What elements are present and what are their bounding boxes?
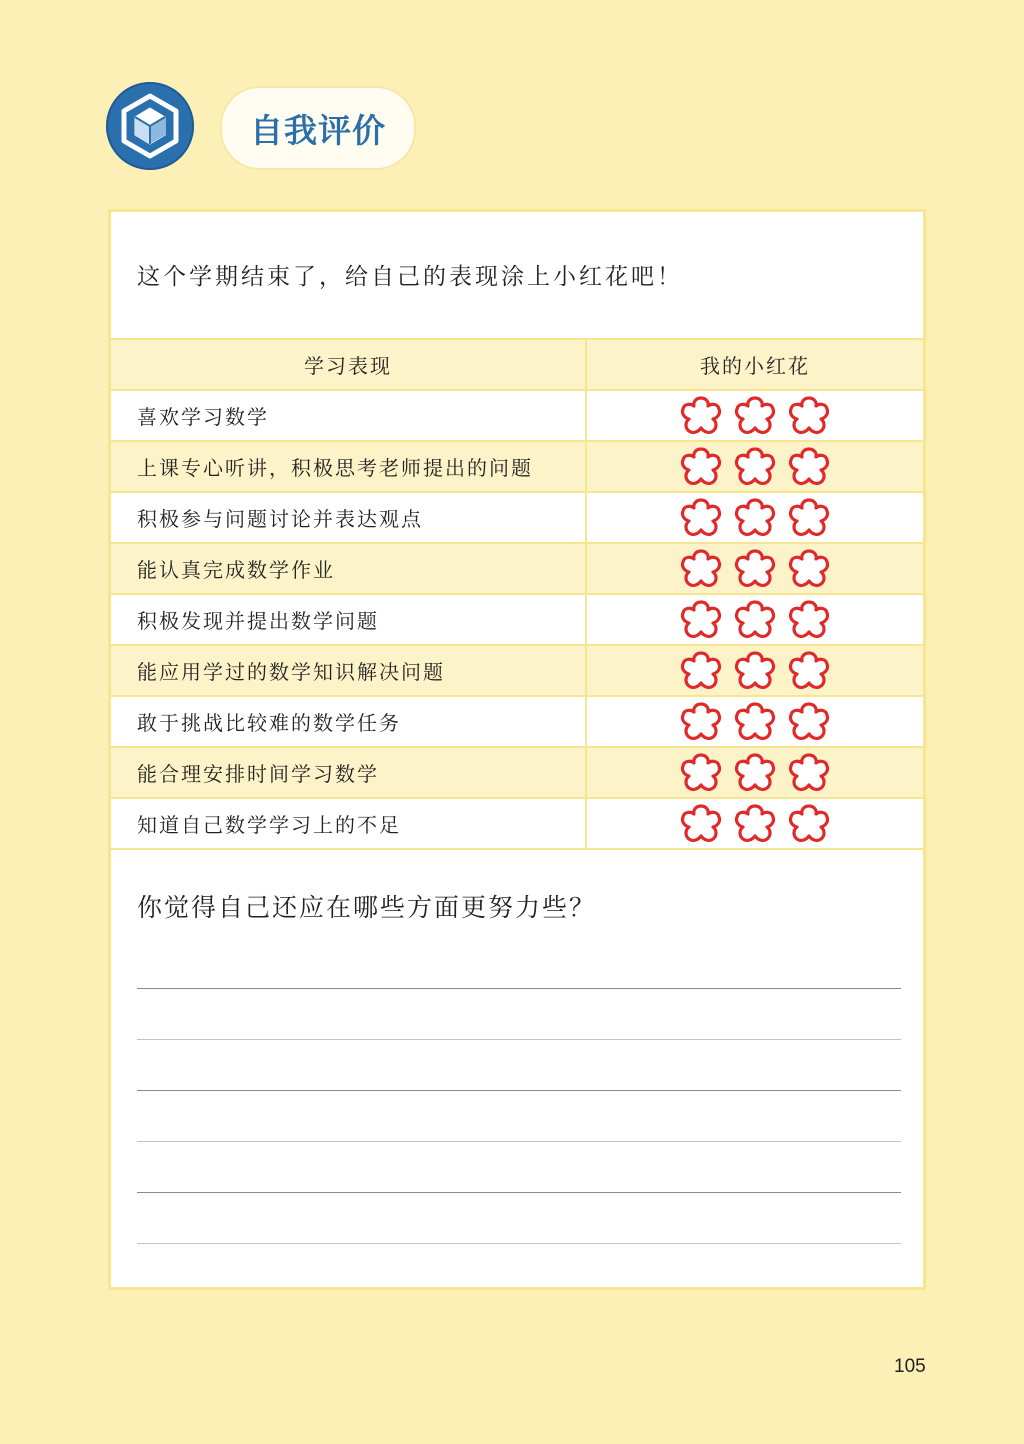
column-header-flowers: 我的小红花 — [586, 339, 923, 390]
section-title-text: 自我评价 — [250, 110, 386, 150]
flower-outline-icon[interactable] — [679, 395, 723, 437]
performance-label: 积极发现并提出数学问题 — [111, 594, 586, 645]
flower-outline-icon[interactable] — [733, 701, 777, 743]
flower-cell — [586, 798, 923, 849]
table-row — [111, 798, 923, 849]
performance-label: 能合理安排时间学习数学 — [111, 747, 586, 798]
cube-icon — [106, 82, 194, 170]
writing-line[interactable] — [137, 1039, 901, 1040]
writing-line[interactable] — [137, 1141, 901, 1142]
table-row — [111, 594, 923, 645]
flower-outline-icon[interactable] — [679, 599, 723, 641]
table-row — [111, 492, 923, 543]
flower-outline-icon[interactable] — [679, 548, 723, 590]
performance-label: 积极参与问题讨论并表达观点 — [111, 492, 586, 543]
table-row — [111, 441, 923, 492]
table-row — [111, 390, 923, 441]
flower-cell — [586, 747, 923, 798]
flower-outline-icon[interactable] — [787, 497, 831, 539]
performance-label: 喜欢学习数学 — [111, 390, 586, 441]
flower-outline-icon[interactable] — [787, 650, 831, 692]
table-row — [111, 543, 923, 594]
flower-outline-icon[interactable] — [679, 497, 723, 539]
flower-outline-icon[interactable] — [787, 701, 831, 743]
flower-outline-icon[interactable] — [733, 803, 777, 845]
flower-cell — [586, 441, 923, 492]
flower-cell — [586, 594, 923, 645]
flower-outline-icon[interactable] — [679, 650, 723, 692]
section-title — [220, 86, 416, 170]
evaluation-table — [111, 338, 923, 850]
flower-cell — [586, 645, 923, 696]
flower-outline-icon[interactable] — [787, 752, 831, 794]
writing-line[interactable] — [137, 1243, 901, 1244]
flower-outline-icon[interactable] — [733, 752, 777, 794]
flower-outline-icon[interactable] — [679, 803, 723, 845]
flower-outline-icon[interactable] — [733, 497, 777, 539]
self-evaluation-card — [108, 209, 926, 1290]
intro-text: 这个学期结束了，给自己的表现涂上小红花吧！ — [137, 264, 683, 290]
flower-outline-icon[interactable] — [787, 548, 831, 590]
flower-outline-icon[interactable] — [787, 446, 831, 488]
column-header-performance: 学习表现 — [111, 339, 586, 390]
flower-outline-icon[interactable] — [733, 599, 777, 641]
writing-line[interactable] — [137, 988, 901, 989]
page-number: 105 — [894, 1356, 926, 1377]
flower-cell — [586, 543, 923, 594]
performance-label: 能应用学过的数学知识解决问题 — [111, 645, 586, 696]
flower-outline-icon[interactable] — [679, 446, 723, 488]
writing-line[interactable] — [137, 1192, 901, 1193]
flower-outline-icon[interactable] — [787, 395, 831, 437]
table-row — [111, 645, 923, 696]
performance-label: 知道自己数学学习上的不足 — [111, 798, 586, 849]
performance-label: 敢于挑战比较难的数学任务 — [111, 696, 586, 747]
flower-outline-icon[interactable] — [733, 446, 777, 488]
flower-cell — [586, 390, 923, 441]
flower-cell — [586, 696, 923, 747]
flower-cell — [586, 492, 923, 543]
flower-outline-icon[interactable] — [787, 599, 831, 641]
flower-outline-icon[interactable] — [733, 650, 777, 692]
reflection-question: 你觉得自己还应在哪些方面更努力些？ — [137, 893, 597, 922]
performance-label: 上课专心听讲，积极思考老师提出的问题 — [111, 441, 586, 492]
table-row — [111, 696, 923, 747]
flower-outline-icon[interactable] — [679, 701, 723, 743]
flower-outline-icon[interactable] — [733, 548, 777, 590]
flower-outline-icon[interactable] — [733, 395, 777, 437]
writing-line[interactable] — [137, 1090, 901, 1091]
performance-label: 能认真完成数学作业 — [111, 543, 586, 594]
flower-outline-icon[interactable] — [787, 803, 831, 845]
flower-outline-icon[interactable] — [679, 752, 723, 794]
table-row — [111, 747, 923, 798]
